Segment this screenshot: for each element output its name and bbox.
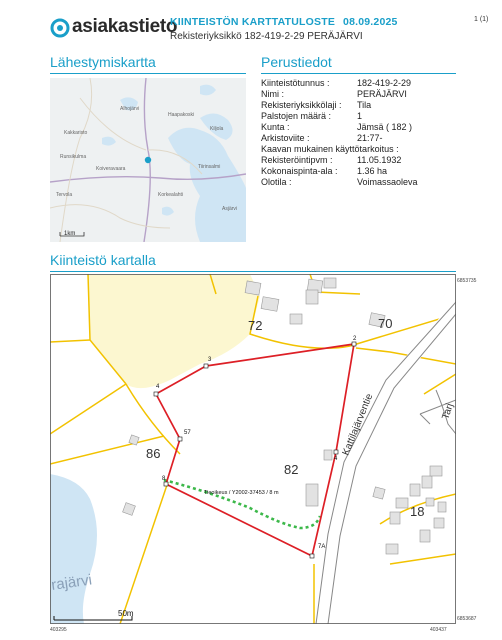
place-label: Asjärvi — [222, 206, 238, 212]
info-row — [261, 133, 481, 144]
parcel-number: 86 — [146, 446, 161, 461]
info-value — [401, 144, 481, 155]
property-map-graphic — [50, 274, 456, 624]
info-value: 182-419-2-29 — [357, 78, 412, 88]
info-row — [261, 122, 481, 133]
page-number: 1 (1) — [474, 16, 489, 23]
info-label: Kiinteistötunnus : — [261, 78, 330, 88]
info-value: Tila — [357, 100, 372, 110]
place-label: Tervola — [56, 192, 73, 198]
parcel-number: 82 — [284, 462, 299, 477]
map-heading: Kiinteistö kartalla — [50, 252, 156, 268]
servitude-label: Tieoikeus / Y2002-37453 / 8 m — [204, 490, 279, 496]
logo-wordmark: asiakastieto — [72, 16, 178, 37]
info-label: Kunta : — [261, 122, 290, 132]
info-row — [261, 166, 481, 177]
coord-top-right: 6853735 — [457, 278, 477, 284]
vertex-label: 4 — [156, 384, 160, 390]
parcel-number: 70 — [378, 316, 393, 331]
lake-name: rajärvi — [50, 571, 94, 594]
info-value: Jämsä ( 182 ) — [357, 122, 413, 132]
info-row — [261, 144, 481, 155]
info-row — [261, 100, 481, 111]
vertex-label: 7A — [318, 544, 326, 550]
info-value: 1 — [357, 111, 363, 121]
document-title — [170, 16, 398, 28]
overview-map-graphic — [50, 78, 246, 242]
coord-bottom-left: 403295 — [50, 627, 67, 633]
map-scale-label: 50m — [118, 609, 134, 618]
parcel-number: 18 — [410, 504, 425, 519]
overview-heading-rule — [50, 73, 246, 74]
coord-bottom-right: 6853687 — [457, 616, 477, 622]
document-subtitle: Rekisteriyksikkö 182-419-2-29 PERÄJÄRVI — [170, 31, 363, 42]
logo-mark-icon — [50, 18, 70, 38]
info-row — [261, 177, 481, 188]
info-row — [261, 89, 481, 100]
place-label: Runsikulma — [60, 154, 87, 160]
info-label: Arkistoviite : — [261, 133, 310, 143]
parcel-number: 72 — [248, 318, 263, 333]
info-row — [261, 111, 481, 122]
vertex-label: 4 — [334, 456, 338, 462]
vertex-label: 8 — [162, 476, 166, 482]
road-name-secondary: Tarj — [440, 402, 456, 421]
info-label: Nimi : — [261, 89, 284, 99]
overview-scale-label: 1km — [64, 231, 76, 237]
info-value: PERÄJÄRVI — [357, 89, 407, 99]
info-label: Kokonaispinta-ala : — [261, 166, 338, 176]
info-value: 21:77- — [357, 133, 383, 143]
place-label: Kiljola — [210, 126, 224, 132]
document-title-text: KIINTEISTÖN KARTTATULOSTE — [170, 16, 336, 28]
info-row — [261, 78, 481, 89]
overview-heading: Lähestymiskartta — [50, 54, 156, 70]
overview-map — [50, 78, 246, 242]
property-map — [50, 274, 456, 624]
vertex-label: 2 — [353, 336, 357, 342]
vertex-label: 57 — [184, 430, 191, 436]
info-label: Olotila : — [261, 177, 292, 187]
info-row — [261, 155, 481, 166]
place-label: Kakkaristo — [64, 130, 88, 136]
place-label: Haapakoski — [168, 112, 195, 118]
overview-location-marker — [145, 157, 151, 163]
asiakastieto-logo — [50, 15, 176, 45]
document-date: 08.09.2025 — [343, 16, 398, 28]
basic-info-list — [261, 78, 481, 188]
map-heading-rule — [50, 271, 456, 272]
basics-heading: Perustiedot — [261, 54, 332, 70]
info-value: 1.36 ha — [357, 166, 388, 176]
place-label: Koiveravaara — [96, 166, 126, 172]
info-label: Palstojen määrä : — [261, 111, 332, 121]
info-label: Kaavan mukainen käyttötarkoitus : — [261, 144, 399, 154]
info-value: 11.05.1932 — [357, 155, 402, 165]
info-label: Rekisteröintipvm : — [261, 155, 333, 165]
place-label: Tiirinsalmi — [198, 164, 221, 170]
basics-heading-rule — [261, 73, 456, 74]
vertex-label: 3 — [208, 357, 212, 363]
info-value: Voimassaoleva — [357, 177, 418, 187]
place-label: Korkealahti — [158, 192, 184, 198]
road-name: Kattilajärventie — [340, 392, 376, 458]
place-label: Alhojärvi — [120, 106, 140, 112]
coord-bottom-right-x: 403437 — [430, 627, 447, 633]
info-label: Rekisteriyksikkölaji : — [261, 100, 342, 110]
